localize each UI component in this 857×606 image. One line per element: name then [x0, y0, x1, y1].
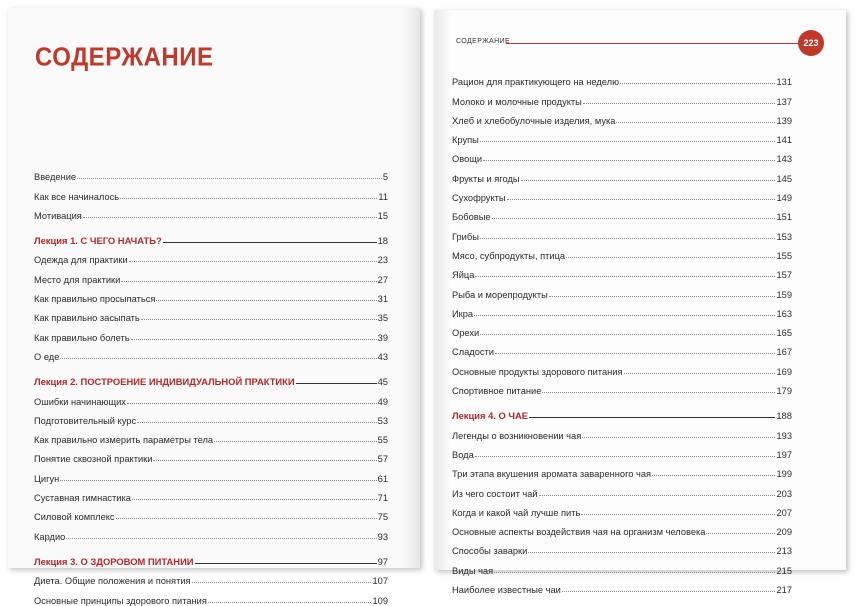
toc-entry-title: Кардио — [34, 531, 66, 542]
toc-leader — [66, 538, 376, 539]
toc-leader — [583, 103, 776, 104]
toc-entry-page: 15 — [377, 210, 388, 221]
toc-entry-title: Орехи — [452, 328, 480, 339]
toc-entry — [452, 261, 792, 280]
toc-entry — [34, 182, 388, 201]
toc-leader — [137, 422, 377, 423]
toc-entry — [34, 503, 388, 522]
toc-entry-page: 31 — [377, 294, 388, 305]
toc-entry — [34, 407, 388, 426]
toc-entry-page: 169 — [776, 366, 792, 377]
toc-entry-title: Икра — [452, 308, 474, 319]
toc-entry — [34, 586, 388, 605]
toc-entry-page: 215 — [776, 565, 792, 576]
toc-entry-page: 193 — [776, 430, 792, 441]
toc-entry — [34, 567, 388, 586]
toc-entry-title: Мотивация — [34, 210, 82, 221]
toc-leader — [156, 300, 376, 301]
toc-entry-title: Подготовительный курс — [34, 415, 137, 426]
toc-entry — [34, 304, 388, 323]
toc-entry-title: Бобовые — [452, 212, 491, 223]
toc-leader — [116, 518, 377, 519]
toc-entry-title: Овощи — [452, 154, 483, 165]
toc-entry-page: 179 — [776, 386, 792, 397]
toc-entry-page: 207 — [776, 507, 792, 518]
toc-entry-page: 197 — [776, 449, 792, 460]
toc-leader — [542, 392, 775, 393]
toc-leader — [480, 141, 776, 142]
toc-entry-title: Как правильно просыпаться — [34, 294, 156, 305]
toc-entry-page: 159 — [776, 289, 792, 300]
toc-entry-page: 199 — [776, 469, 792, 480]
toc-leader — [507, 199, 776, 200]
toc-entry — [452, 222, 792, 241]
toc-entry-title: Силовой комплекс — [34, 512, 115, 523]
toc-entry-page: 165 — [776, 328, 792, 339]
toc-entry-title: Крупы — [452, 135, 479, 146]
toc-entry — [34, 522, 388, 541]
toc-entry-title: Ошибки начинающих — [34, 396, 126, 407]
toc-leader — [153, 460, 376, 461]
toc-entry — [452, 441, 792, 460]
toc-leader — [706, 533, 775, 534]
toc-entry-title: Способы заварки — [452, 546, 528, 557]
toc-lecture-heading — [34, 227, 388, 246]
toc-lecture-heading — [34, 548, 388, 567]
toc-leader — [77, 178, 382, 179]
toc-leader — [192, 582, 372, 583]
toc-entry-title: Хлеб и хлебобулочные изделия, мука — [452, 115, 616, 126]
toc-entry-page: 155 — [776, 250, 792, 261]
toc-entry — [452, 479, 792, 498]
toc-entry — [34, 285, 388, 304]
toc-leader — [60, 358, 376, 359]
toc-entry — [34, 387, 388, 406]
toc-entry-page: 23 — [377, 255, 388, 266]
toc-entry-page: 203 — [776, 488, 792, 499]
toc-entry-title: Основные аспекты воздействия чая на организм человека — [452, 527, 706, 538]
running-header: СОДЕРЖАНИЕ — [456, 38, 511, 45]
toc-leader — [475, 276, 775, 277]
toc-leader — [652, 475, 775, 476]
toc-entry-title: Спортивное питание — [452, 386, 542, 397]
table-of-contents — [34, 163, 388, 606]
toc-entry-page: 27 — [377, 274, 388, 285]
toc-leader — [624, 373, 776, 374]
toc-entry-title: Цигун — [34, 473, 60, 484]
toc-leader — [214, 441, 377, 442]
toc-entry — [34, 265, 388, 284]
toc-entry-title: О еде — [34, 351, 60, 362]
toc-entry — [452, 319, 792, 338]
toc-leader — [475, 456, 776, 457]
toc-entry-page: 131 — [776, 77, 792, 88]
toc-entry-page: 55 — [377, 435, 388, 446]
toc-leader — [474, 315, 775, 316]
toc-leader — [620, 83, 775, 84]
toc-leader — [529, 417, 775, 418]
toc-entry-page: 209 — [776, 527, 792, 538]
toc-entry-title: Из чего состоит чай — [452, 488, 538, 499]
toc-entry-page: 5 — [382, 172, 388, 183]
toc-entry-page: 11 — [378, 191, 388, 202]
toc-leader — [195, 563, 377, 564]
toc-entry — [34, 484, 388, 503]
toc-entry-page: 71 — [377, 493, 388, 504]
toc-leader — [121, 281, 376, 282]
toc-entry-title: Три этапа вкушения аромата заваренного чая — [452, 469, 652, 480]
toc-entry-title: Виды чая — [452, 565, 494, 576]
toc-entry — [34, 163, 388, 182]
toc-leader — [492, 218, 776, 219]
left-page — [8, 8, 420, 606]
toc-entry-page: 43 — [377, 351, 388, 362]
toc-entry — [452, 537, 792, 556]
toc-entry-page: 18 — [377, 235, 388, 247]
toc-entry — [452, 556, 792, 575]
toc-entry — [452, 126, 792, 145]
toc-leader — [480, 334, 775, 335]
toc-entry-page: 153 — [776, 231, 792, 242]
toc-entry-page: 45 — [377, 376, 388, 388]
toc-entry-title: Как правильно засыпать — [34, 313, 140, 324]
toc-leader — [483, 160, 775, 161]
toc-entry — [452, 499, 792, 518]
toc-leader — [616, 122, 775, 123]
toc-entry-title: Грибы — [452, 231, 479, 242]
toc-entry — [34, 343, 388, 362]
toc-entry-title: Основные принципы здорового питания — [34, 595, 207, 606]
toc-entry-title: Когда и какой чай лучше пить — [452, 507, 581, 518]
toc-entry — [452, 242, 792, 261]
toc-leader — [494, 572, 775, 573]
toc-entry-title: Фрукты и ягоды — [452, 173, 520, 184]
toc-entry — [452, 87, 792, 106]
toc-leader — [141, 319, 377, 320]
toc-entry — [452, 203, 792, 222]
toc-leader — [163, 242, 377, 243]
toc-leader — [127, 403, 377, 404]
toc-leader — [495, 353, 775, 354]
toc-entry-title: Одежда для практики — [34, 255, 128, 266]
toc-leader — [208, 602, 372, 603]
right-page — [434, 10, 846, 596]
toc-entry-title: Рацион для практикующего на неделю — [452, 77, 620, 88]
toc-entry-title: Сухофрукты — [452, 193, 506, 204]
toc-entry-page: 109 — [372, 595, 388, 606]
toc-entry — [34, 246, 388, 265]
toc-entry-page: 39 — [377, 332, 388, 343]
gutter-shadow — [402, 8, 420, 568]
gutter-shadow — [434, 10, 452, 570]
toc-leader — [562, 591, 776, 592]
toc-leader — [296, 383, 377, 384]
toc-entry-title: Как правильно измерить параметры тела — [34, 435, 214, 446]
toc-entry — [452, 107, 792, 126]
toc-entry-title: Наиболее известные чаи — [452, 585, 561, 596]
toc-entry — [34, 323, 388, 342]
table-of-contents — [452, 68, 792, 595]
toc-entry-title: Диета. Общие положения и понятия — [34, 576, 191, 587]
toc-entry-title: Мясо, субпродукты, птица — [452, 250, 566, 261]
toc-entry-title: Молоко и молочные продукты — [452, 96, 582, 107]
toc-entry-title: Яйца — [452, 270, 475, 281]
toc-entry-page: 143 — [776, 154, 792, 165]
toc-entry-page: 53 — [377, 415, 388, 426]
toc-entry — [34, 426, 388, 445]
toc-entry — [452, 576, 792, 595]
toc-lecture-heading — [452, 402, 792, 421]
toc-entry-title: Вода — [452, 449, 474, 460]
toc-entry-title: Легенды о возникновении чая — [452, 430, 582, 441]
toc-leader — [549, 296, 776, 297]
toc-leader — [521, 180, 776, 181]
toc-entry-title: Основные продукты здорового питания — [452, 366, 623, 377]
page-title: СОДЕРЖАНИЕ — [35, 42, 214, 73]
toc-leader — [581, 514, 775, 515]
toc-entry-title: Место для практики — [34, 274, 121, 285]
toc-entry-page: 149 — [776, 193, 792, 204]
toc-entry — [34, 464, 388, 483]
toc-entry — [452, 421, 792, 440]
toc-entry-page: 141 — [776, 135, 792, 146]
toc-entry-page: 157 — [776, 270, 792, 281]
toc-entry-page: 163 — [776, 308, 792, 319]
toc-entry-page: 49 — [377, 396, 388, 407]
header-rule — [506, 43, 798, 44]
toc-leader — [83, 217, 377, 218]
toc-leader — [132, 499, 377, 500]
toc-entry — [452, 338, 792, 357]
toc-lecture-heading — [34, 368, 388, 387]
toc-leader — [566, 257, 775, 258]
toc-entry-page: 107 — [372, 576, 388, 587]
toc-entry-title: Сладости — [452, 347, 495, 358]
toc-entry-page: 97 — [377, 555, 388, 567]
toc-entry-page: 151 — [776, 212, 792, 223]
toc-entry-page: 145 — [776, 173, 792, 184]
toc-entry-page: 93 — [377, 531, 388, 542]
toc-entry — [452, 300, 792, 319]
toc-entry — [452, 377, 792, 396]
toc-entry-title: Как правильно болеть — [34, 332, 130, 343]
toc-leader — [120, 198, 377, 199]
toc-entry-page: 217 — [776, 585, 792, 596]
toc-entry-title: Лекция 1. С ЧЕГО НАЧАТЬ? — [34, 235, 162, 247]
toc-entry — [452, 460, 792, 479]
toc-entry-page: 137 — [776, 96, 792, 107]
toc-entry-title: Суставная гимнастика — [34, 493, 131, 504]
toc-entry-title: Рыба и морепродукты — [452, 289, 548, 300]
toc-leader — [528, 552, 775, 553]
toc-entry — [34, 445, 388, 464]
toc-entry-page: 167 — [776, 347, 792, 358]
toc-leader — [539, 495, 776, 496]
toc-entry — [452, 145, 792, 164]
toc-leader — [129, 261, 377, 262]
toc-entry-page: 188 — [776, 410, 792, 422]
toc-entry — [452, 280, 792, 299]
toc-entry-page: 75 — [377, 512, 388, 523]
toc-leader — [131, 339, 377, 340]
toc-entry — [452, 164, 792, 183]
toc-entry — [452, 184, 792, 203]
toc-entry-title: Введение — [34, 172, 77, 183]
toc-entry-page: 35 — [377, 313, 388, 324]
toc-leader — [480, 238, 776, 239]
toc-entry-title: Лекция 4. О ЧАЕ — [452, 410, 529, 422]
toc-entry-page: 139 — [776, 115, 792, 126]
toc-entry-page: 61 — [377, 473, 388, 484]
toc-entry-title: Лекция 2. ПОСТРОЕНИЕ ИНДИВИДУАЛЬНОЙ ПРАКТИКИ — [34, 376, 295, 388]
toc-entry-title: Как все начиналось — [34, 191, 120, 202]
toc-entry — [452, 68, 792, 87]
toc-entry — [452, 518, 792, 537]
toc-entry — [452, 357, 792, 376]
toc-entry-title: Лекция 3. О ЗДОРОВОМ ПИТАНИИ — [34, 555, 194, 567]
toc-entry-page: 213 — [776, 546, 792, 557]
toc-leader — [582, 437, 775, 438]
toc-entry-title: Понятие сквозной практики — [34, 454, 153, 465]
page-number-badge: 223 — [798, 30, 824, 56]
toc-entry-page: 57 — [377, 454, 388, 465]
toc-entry — [34, 202, 388, 221]
toc-leader — [60, 480, 376, 481]
